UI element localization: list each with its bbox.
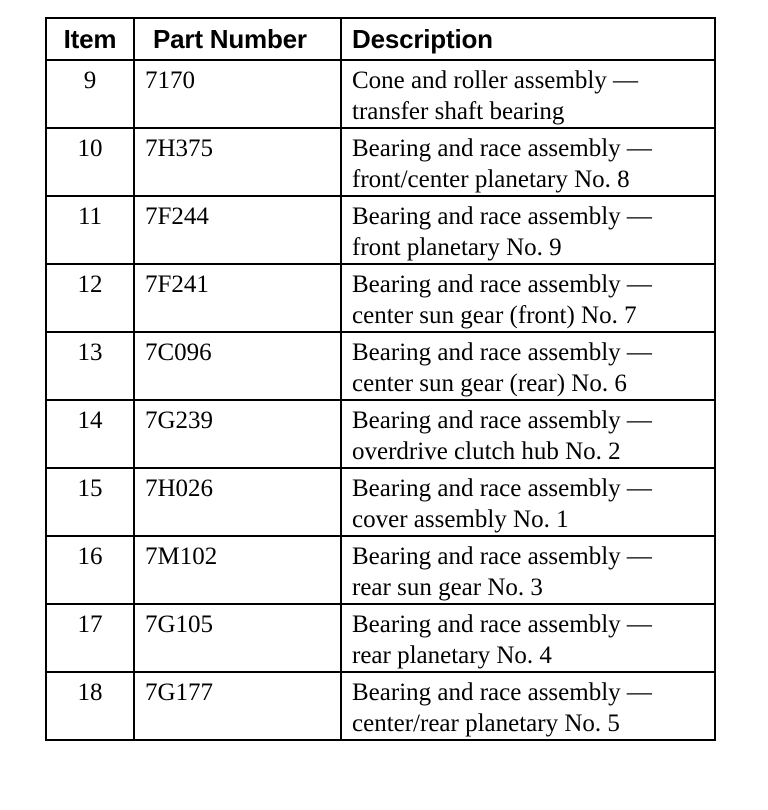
description-line: Bearing and race assembly — <box>352 271 652 298</box>
description-line: cover assembly No. 1 <box>352 506 569 533</box>
description-line: rear planetary No. 4 <box>352 642 552 669</box>
description-line: Bearing and race assembly — <box>352 611 652 638</box>
description-line: overdrive clutch hub No. 2 <box>352 438 621 465</box>
table-row <box>46 468 715 536</box>
description-cell <box>341 264 715 332</box>
table-row <box>46 128 715 196</box>
description-line: Bearing and race assembly — <box>352 407 652 434</box>
description-line: Bearing and race assembly — <box>352 679 652 706</box>
description-line: center/rear planetary No. 5 <box>352 710 620 737</box>
description-line: Bearing and race assembly — <box>352 339 652 366</box>
description-line: Bearing and race assembly — <box>352 475 652 502</box>
item-cell: 12 <box>46 264 134 332</box>
item-cell: 14 <box>46 400 134 468</box>
description-line: Bearing and race assembly — <box>352 135 652 162</box>
part-number-cell: 7M102 <box>134 536 341 604</box>
item-cell: 15 <box>46 468 134 536</box>
description-line: center sun gear (front) No. 7 <box>352 302 637 329</box>
table-row <box>46 604 715 672</box>
part-number-cell: 7H026 <box>134 468 341 536</box>
description-cell <box>341 400 715 468</box>
description-line: rear sun gear No. 3 <box>352 574 543 601</box>
description-line: front planetary No. 9 <box>352 234 562 261</box>
parts-table <box>45 17 716 741</box>
description-cell <box>341 196 715 264</box>
description-cell <box>341 536 715 604</box>
table-header-row <box>46 18 715 60</box>
item-cell: 16 <box>46 536 134 604</box>
description-cell <box>341 468 715 536</box>
table-row <box>46 400 715 468</box>
item-cell: 9 <box>46 60 134 128</box>
table-body <box>46 60 715 740</box>
description-cell <box>341 332 715 400</box>
part-number-cell: 7G239 <box>134 400 341 468</box>
item-cell: 13 <box>46 332 134 400</box>
part-number-cell: 7F244 <box>134 196 341 264</box>
item-cell: 17 <box>46 604 134 672</box>
table-row <box>46 196 715 264</box>
part-number-cell: 7C096 <box>134 332 341 400</box>
description-cell <box>341 672 715 740</box>
column-header-description: Description <box>341 18 715 60</box>
description-line: front/center planetary No. 8 <box>352 166 630 193</box>
column-header-item: Item <box>46 18 134 60</box>
description-line: center sun gear (rear) No. 6 <box>352 370 627 397</box>
description-cell <box>341 604 715 672</box>
part-number-cell: 7H375 <box>134 128 341 196</box>
item-cell: 11 <box>46 196 134 264</box>
table-row <box>46 332 715 400</box>
part-number-cell: 7G105 <box>134 604 341 672</box>
description-cell <box>341 128 715 196</box>
description-line: transfer shaft bearing <box>352 98 565 125</box>
part-number-cell: 7G177 <box>134 672 341 740</box>
description-line: Cone and roller assembly — <box>352 67 639 94</box>
column-header-part-number: Part Number <box>134 18 341 60</box>
table-row <box>46 264 715 332</box>
table-row <box>46 60 715 128</box>
item-cell: 10 <box>46 128 134 196</box>
part-number-cell: 7F241 <box>134 264 341 332</box>
item-cell: 18 <box>46 672 134 740</box>
description-cell <box>341 60 715 128</box>
table-row <box>46 672 715 740</box>
table-row <box>46 536 715 604</box>
description-line: Bearing and race assembly — <box>352 203 652 230</box>
description-line: Bearing and race assembly — <box>352 543 652 570</box>
part-number-cell: 7170 <box>134 60 341 128</box>
